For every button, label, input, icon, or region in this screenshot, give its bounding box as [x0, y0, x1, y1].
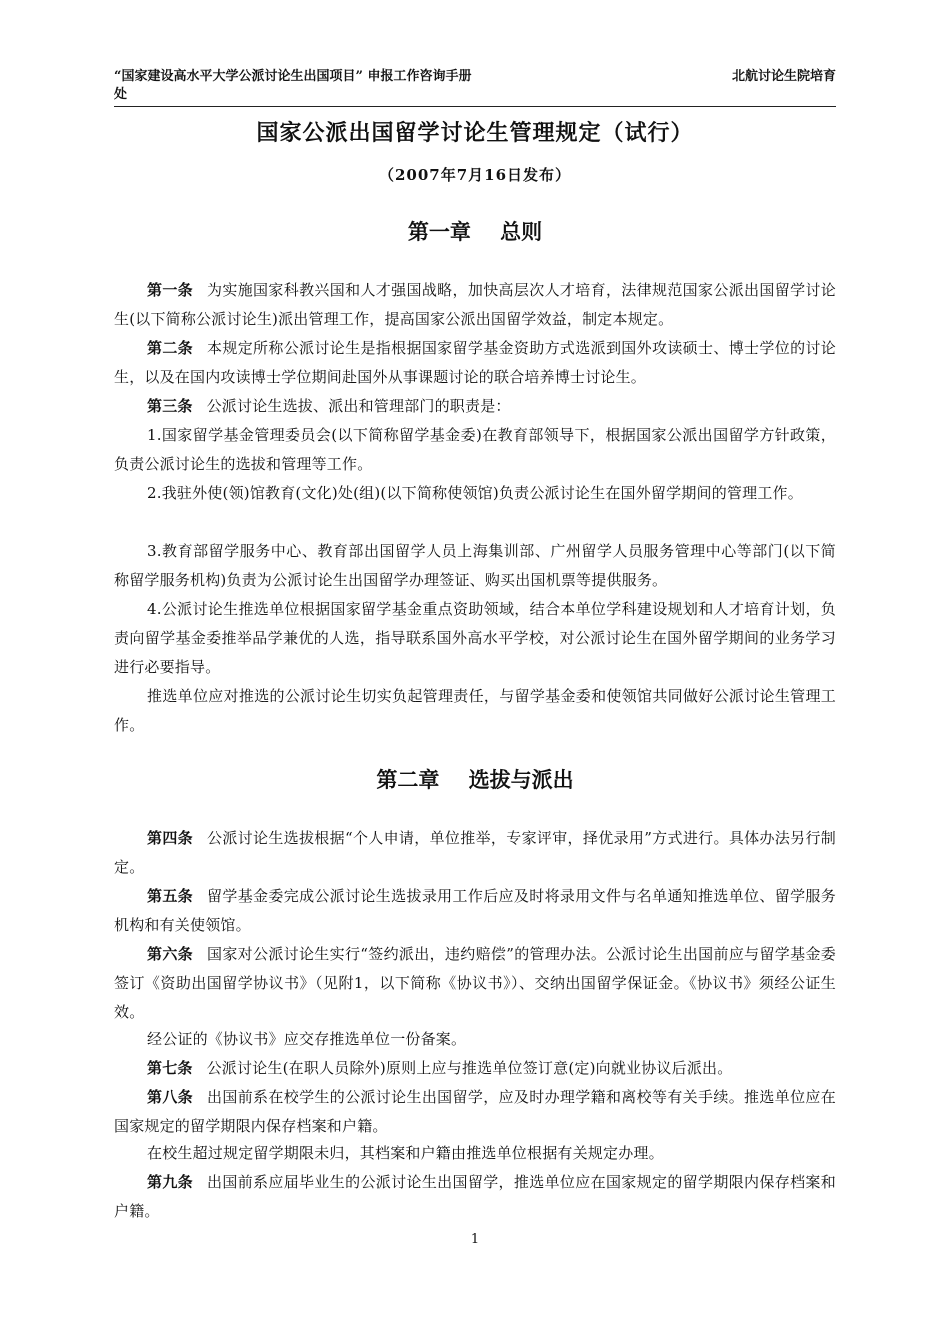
chapter-name: 选拔与派出 — [468, 767, 574, 792]
article-paragraph — [114, 940, 836, 1027]
chapter-heading — [0, 764, 950, 794]
clause-text: 在校生超过规定留学期限未归，其档案和户籍由推选单位根据有关规定办理。 — [147, 1144, 664, 1162]
article-paragraph — [114, 824, 836, 882]
article-text: 公派讨论生(在职人员除外)原则上应与推选单位签订意(定)向就业协议后派出。 — [206, 1059, 733, 1077]
clause-paragraph — [114, 1025, 836, 1054]
article-label: 第七条 — [147, 1059, 193, 1077]
publish-date: （2007年7月16日发布） — [378, 166, 572, 184]
article-paragraph — [114, 882, 836, 940]
article-label: 第六条 — [147, 945, 193, 963]
article-text: 出国前系在校学生的公派讨论生出国留学，应及时办理学籍和离校等有关手续。推选单位应在国家规定的留学期限内保存档案和户籍。 — [114, 1088, 836, 1135]
clause-paragraph — [114, 682, 836, 740]
article-label: 第五条 — [147, 887, 194, 905]
article-paragraph — [114, 1054, 836, 1083]
article-text: 为实施国家科教兴国和人才强国战略，加快高层次人才培育，法律规范国家公派出国留学讨论生(以下简称公派讨论生)派出管理工作，提高国家公派出国留学效益，制定本规定。 — [114, 281, 836, 328]
article-paragraph — [114, 334, 836, 392]
clause-paragraph — [114, 595, 836, 682]
chapter-number: 第一章 — [407, 219, 471, 244]
article-text: 出国前系应届毕业生的公派讨论生出国留学，推选单位应在国家规定的留学期限内保存档案和户籍。 — [114, 1173, 836, 1220]
clause-text: 4.公派讨论生推选单位根据国家留学基金重点资助领域，结合本单位学科建设规划和人才培育计划，负责向留学基金委推举品学兼优的人选，指导联系国外高水平学校，对公派讨论生在国外留学期间的业务学习进行必要指导。 — [114, 600, 836, 676]
article-text: 留学基金委完成公派讨论生选拔录用工作后应及时将录用文件与名单通知推选单位、留学服务机构和有关使领馆。 — [114, 887, 836, 934]
clause-paragraph — [114, 1139, 836, 1168]
article-label: 第四条 — [147, 829, 193, 847]
article-text: 公派讨论生选拔根据“个人申请，单位推举，专家评审，择优录用”方式进行。具体办法另行制定。 — [114, 829, 836, 876]
article-text: 本规定所称公派讨论生是指根据国家留学基金资助方式选派到国外攻读硕士、博士学位的讨论生，以及在国内攻读博士学位期间赴国外从事课题讨论的联合培养博士讨论生。 — [114, 339, 836, 386]
running-header — [114, 68, 836, 107]
clause-text: 1.国家留学基金管理委员会(以下简称留学基金委)在教育部领导下，根据国家公派出国留学方针政策，负责公派讨论生的选拔和管理等工作。 — [114, 426, 836, 473]
clause-text: 经公证的《协议书》应交存推选单位一份备案。 — [147, 1030, 467, 1048]
clause-paragraph — [114, 421, 836, 479]
article-label: 第八条 — [147, 1088, 194, 1106]
clause-paragraph — [114, 479, 836, 508]
clause-text: 3.教育部留学服务中心、教育部出国留学人员上海集训部、广州留学人员服务管理中心等部门(以下简称留学服务机构)负责为公派讨论生出国留学办理签证、购买出国机票等提供服务。 — [114, 542, 836, 589]
chapter-name: 总则 — [500, 219, 543, 244]
clause-text: 推选单位应对推选的公派讨论生切实负起管理责任，与留学基金委和使领馆共同做好公派讨论生管理工作。 — [114, 687, 836, 734]
chapter-number: 第二章 — [376, 767, 440, 792]
clause-paragraph — [114, 537, 836, 595]
chapter-heading — [0, 216, 950, 246]
article-paragraph — [114, 392, 836, 421]
article-paragraph — [114, 1083, 836, 1141]
article-paragraph — [114, 1168, 836, 1226]
header-department-tail: 处 — [114, 87, 128, 102]
clause-text: 2.我驻外使(领)馆教育(文化)处(组)(以下简称使领馆)负责公派讨论生在国外留学期间的管理工作。 — [147, 484, 803, 502]
header-department: 北航讨论生院培育 — [731, 69, 836, 84]
article-label: 第二条 — [147, 339, 194, 357]
page-number: 1 — [470, 1232, 480, 1247]
document-title: 国家公派出国留学讨论生管理规定（试行） — [256, 120, 694, 146]
article-label: 第九条 — [147, 1173, 194, 1191]
article-text: 国家对公派讨论生实行“签约派出，违约赔偿”的管理办法。公派讨论生出国前应与留学基金委签订《资助出国留学协议书》（见附1，以下简称《协议书》）、交纳出国留学保证金。《协议书》须经公证生效。 — [114, 945, 836, 1021]
article-text: 公派讨论生选拔、派出和管理部门的职责是： — [206, 397, 511, 415]
article-paragraph — [114, 276, 836, 334]
article-label: 第一条 — [147, 281, 194, 299]
article-label: 第三条 — [147, 397, 193, 415]
header-manual-title: “国家建设高水平大学公派讨论生出国项目” 申报工作咨询手册 — [114, 69, 472, 84]
